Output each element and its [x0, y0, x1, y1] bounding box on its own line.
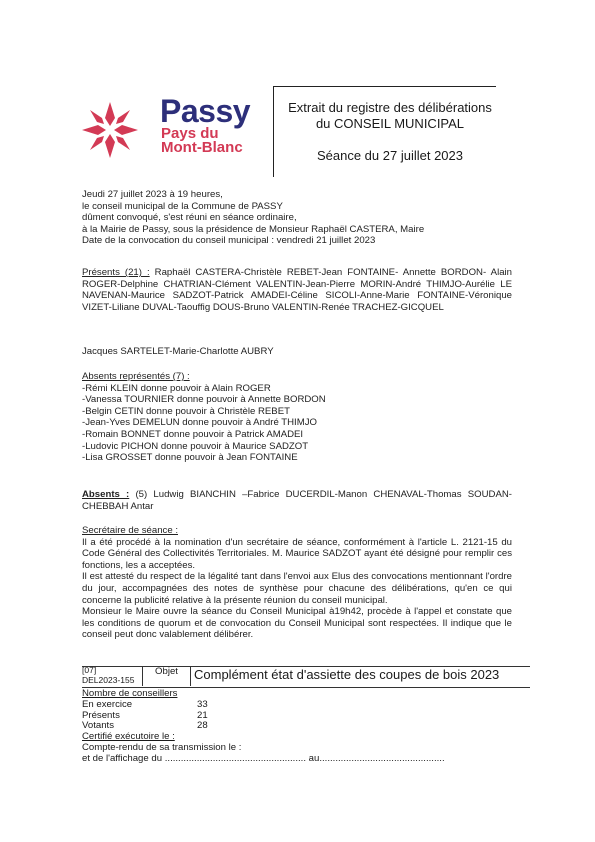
represented-label: Absents représentés (7) :: [82, 371, 190, 382]
logo-name: Passy: [160, 93, 251, 129]
represented-item: -Jean-Yves DEMELUN donne pouvoir à André THIMJO: [82, 417, 317, 429]
intro-block: [82, 189, 512, 247]
display-line: et de l'affichage du ..................................................... au...............................................: [82, 752, 445, 764]
deliberation-title: Complément état d'assiette des coupes de bois 2023: [194, 667, 500, 682]
represented-item: -Rémi KLEIN donne pouvoir à Alain ROGER: [82, 382, 271, 394]
represented-item: -Belgin CETIN donne pouvoir à Christèle REBET: [82, 405, 290, 417]
secretary-block: [82, 525, 512, 641]
represented-item: -Lisa GROSSET donne pouvoir à Jean FONTAINE: [82, 452, 298, 464]
count-label: Votants: [82, 720, 115, 732]
header-title: Extrait du registre des délibérations: [288, 100, 492, 115]
counts-block: [82, 689, 445, 765]
deliberation-ref-cell: [82, 666, 143, 686]
presents-list: Raphaël CASTERA-Christèle REBET-Jean FONTAINE- Annette BORDON- Alain ROGER-Delphine CHATRIAN-Clément VALENTIN-Jean-Pierre MORIN-André THIMJO-Aurélie LE NAVENAN-Maurice SADZOT-Patrick AMADEI-Céline SICOLI-Anne-Marie FONTAINE-Véronique VIZET-Liliane DUVAL-Taouffig DOUS-Bruno VALENTIN-Renée TRACHEZ-GICQUEL: [82, 267, 512, 313]
count-value: 33: [197, 698, 208, 710]
legality-paragraph: Il est attesté du respect de la légalité tant dans l'envoi aux Elus des convocations mentionnant l'ordre du jour, accompagnées des notes de synthèse pour chacune des délibérations, qu'en ce qui concerne la publicité relative à la présente réunion du conseil municipal.: [82, 571, 512, 606]
transmission-label: Compte-rendu de sa transmission le :: [82, 741, 242, 753]
intro-line: à la Mairie de Passy, sous la présidence de Monsieur Raphaël CASTERA, Maire: [82, 223, 425, 235]
intro-line: Date de la convocation du conseil municipal : vendredi 21 juillet 2023: [82, 235, 376, 247]
absents-label: Absents :: [82, 489, 130, 500]
session-date: Séance du 27 juillet 2023: [316, 148, 463, 163]
intro-line: Jeudi 27 juillet 2023 à 19 heures,: [82, 189, 223, 200]
presents-paragraph: [82, 267, 512, 313]
object-label: Objet: [143, 666, 191, 686]
count-row: [82, 721, 282, 732]
represented-item: -Romain BONNET donne pouvoir à Patrick AMADEI: [82, 428, 304, 440]
count-value: 21: [197, 709, 208, 721]
presents-label: Présents (21) :: [82, 267, 150, 278]
opening-paragraph: Monsieur le Maire ouvre la séance du Conseil Municipal à19h42, procède à l'appel et constate que les conditions de quorum et de convocation du Conseil Municipal sont respectées. Il indique que le conseil peut donc valablement délibérer.: [82, 606, 512, 641]
count-label: Présents: [82, 709, 120, 721]
logo-sub-line1: Pays du: [161, 125, 219, 142]
secretary-paragraph: Il a été procédé à la nomination d'un secrétaire de séance, conformément à l'article L. 2121-15 du Code Général des Collectivités Territoriales. M. Maurice SADZOT ayant été désigné pour remplir ces fonctions, les a acceptées.: [82, 536, 512, 571]
intro-line: dûment convoqué, s'est réuni en séance ordinaire,: [82, 212, 297, 224]
count-value: 28: [197, 720, 208, 732]
represented-item: -Vanessa TOURNIER donne pouvoir à Annette BORDON: [82, 394, 326, 406]
certification-label: Certifié exécutoire le :: [82, 731, 175, 743]
deliberation-number: [07]: [82, 665, 97, 675]
absents-list: (5) Ludwig BIANCHIN –Fabrice DUCERDIL-Manon CHENAVAL-Thomas SOUDAN-CHEBBAH Antar: [82, 489, 512, 512]
header-subtitle: du CONSEIL MUNICIPAL: [315, 116, 465, 131]
represented-item: -Ludovic PICHON donne pouvoir à Maurice SADZOT: [82, 440, 309, 452]
represented-block: [82, 371, 326, 464]
count-label: En exercice: [82, 698, 133, 710]
presents-extra: Jacques SARTELET-Marie-Charlotte AUBRY: [82, 346, 274, 357]
deliberation-ref: DEL2023-155: [82, 674, 135, 685]
counts-heading: Nombre de conseillers: [82, 688, 178, 699]
logo-subtitle: [161, 127, 243, 155]
absents-paragraph: [82, 489, 512, 512]
passy-logo-icon: [80, 100, 140, 160]
secretary-label: Secrétaire de séance :: [82, 525, 178, 536]
logo-sub-line2: Mont-Blanc: [161, 139, 243, 156]
intro-line: le conseil municipal de la Commune de PASSY: [82, 200, 283, 212]
